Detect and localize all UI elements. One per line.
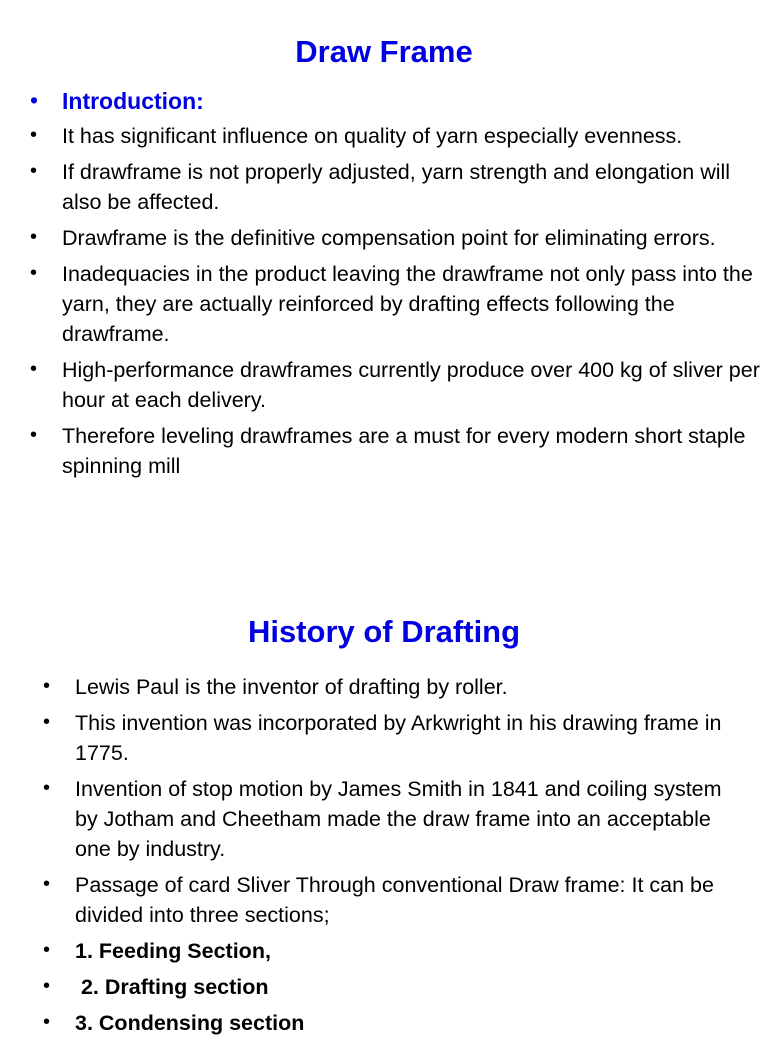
list-item-text: Invention of stop motion by James Smith in 1841 and coiling system by Jotham and Cheetham made the draw frame into an acceptable one by industry.: [75, 777, 722, 861]
section-item-drafting: [43, 972, 743, 1002]
section-item-text: 1. Feeding Section,: [75, 939, 271, 963]
bullet-list: [30, 86, 760, 487]
bullet-icon: •: [43, 873, 51, 895]
list-item: [30, 259, 760, 349]
bullet-icon: •: [30, 262, 38, 284]
list-item-text: It has significant influence on quality of yarn especially evenness.: [62, 124, 683, 148]
list-item-introduction: [30, 86, 760, 117]
list-item-text: This invention was incorporated by Arkwright in his drawing frame in 1775.: [75, 711, 722, 765]
slide-title: History of Drafting: [247, 614, 521, 649]
bullet-icon: •: [30, 358, 38, 380]
list-item: [30, 121, 760, 151]
bullet-icon: •: [30, 124, 38, 146]
slide-history-of-drafting: [0, 600, 768, 1035]
list-item: [43, 870, 743, 930]
list-item-text: Therefore leveling drawframes are a must for every modern short staple spinning mill: [62, 424, 746, 478]
section-item-text: 2. Drafting section: [75, 975, 269, 999]
list-item-text: If drawframe is not properly adjusted, yarn strength and elongation will also be affected.: [62, 160, 731, 214]
list-item: [43, 708, 743, 768]
bullet-icon: •: [43, 975, 51, 997]
list-item: [43, 672, 743, 702]
bullet-icon: •: [30, 160, 38, 182]
bullet-list: [43, 672, 743, 1044]
introduction-heading: Introduction:: [62, 88, 204, 114]
bullet-icon: •: [30, 226, 38, 248]
list-item-text: Drawframe is the definitive compensation point for eliminating errors.: [62, 226, 716, 250]
list-item: [30, 421, 760, 481]
section-item-text: 3. Condensing section: [75, 1011, 305, 1035]
bullet-icon: •: [43, 711, 51, 733]
list-item-text: Inadequacies in the product leaving the drawframe not only pass into the yarn, they are actually reinforced by drafting effects following the drawframe.: [62, 262, 753, 346]
list-item: [43, 774, 743, 864]
bullet-icon: •: [43, 939, 51, 961]
slide-title: Draw Frame: [295, 34, 473, 69]
list-item-text: Lewis Paul is the inventor of drafting by roller.: [75, 675, 508, 699]
list-item: [30, 157, 760, 217]
bullet-icon: •: [30, 87, 39, 113]
section-item-feeding: [43, 936, 743, 966]
list-item-text: High-performance drawframes currently produce over 400 kg of sliver per hour at each delivery.: [62, 358, 760, 412]
bullet-icon: •: [43, 1011, 51, 1033]
bullet-icon: •: [30, 424, 38, 446]
section-item-condensing: [43, 1008, 743, 1038]
list-item: [30, 355, 760, 415]
list-item: [30, 223, 760, 253]
bullet-icon: •: [43, 675, 51, 697]
list-item-text: Passage of card Sliver Through conventional Draw frame: It can be divided into three sections;: [75, 873, 714, 927]
bullet-icon: •: [43, 777, 51, 799]
